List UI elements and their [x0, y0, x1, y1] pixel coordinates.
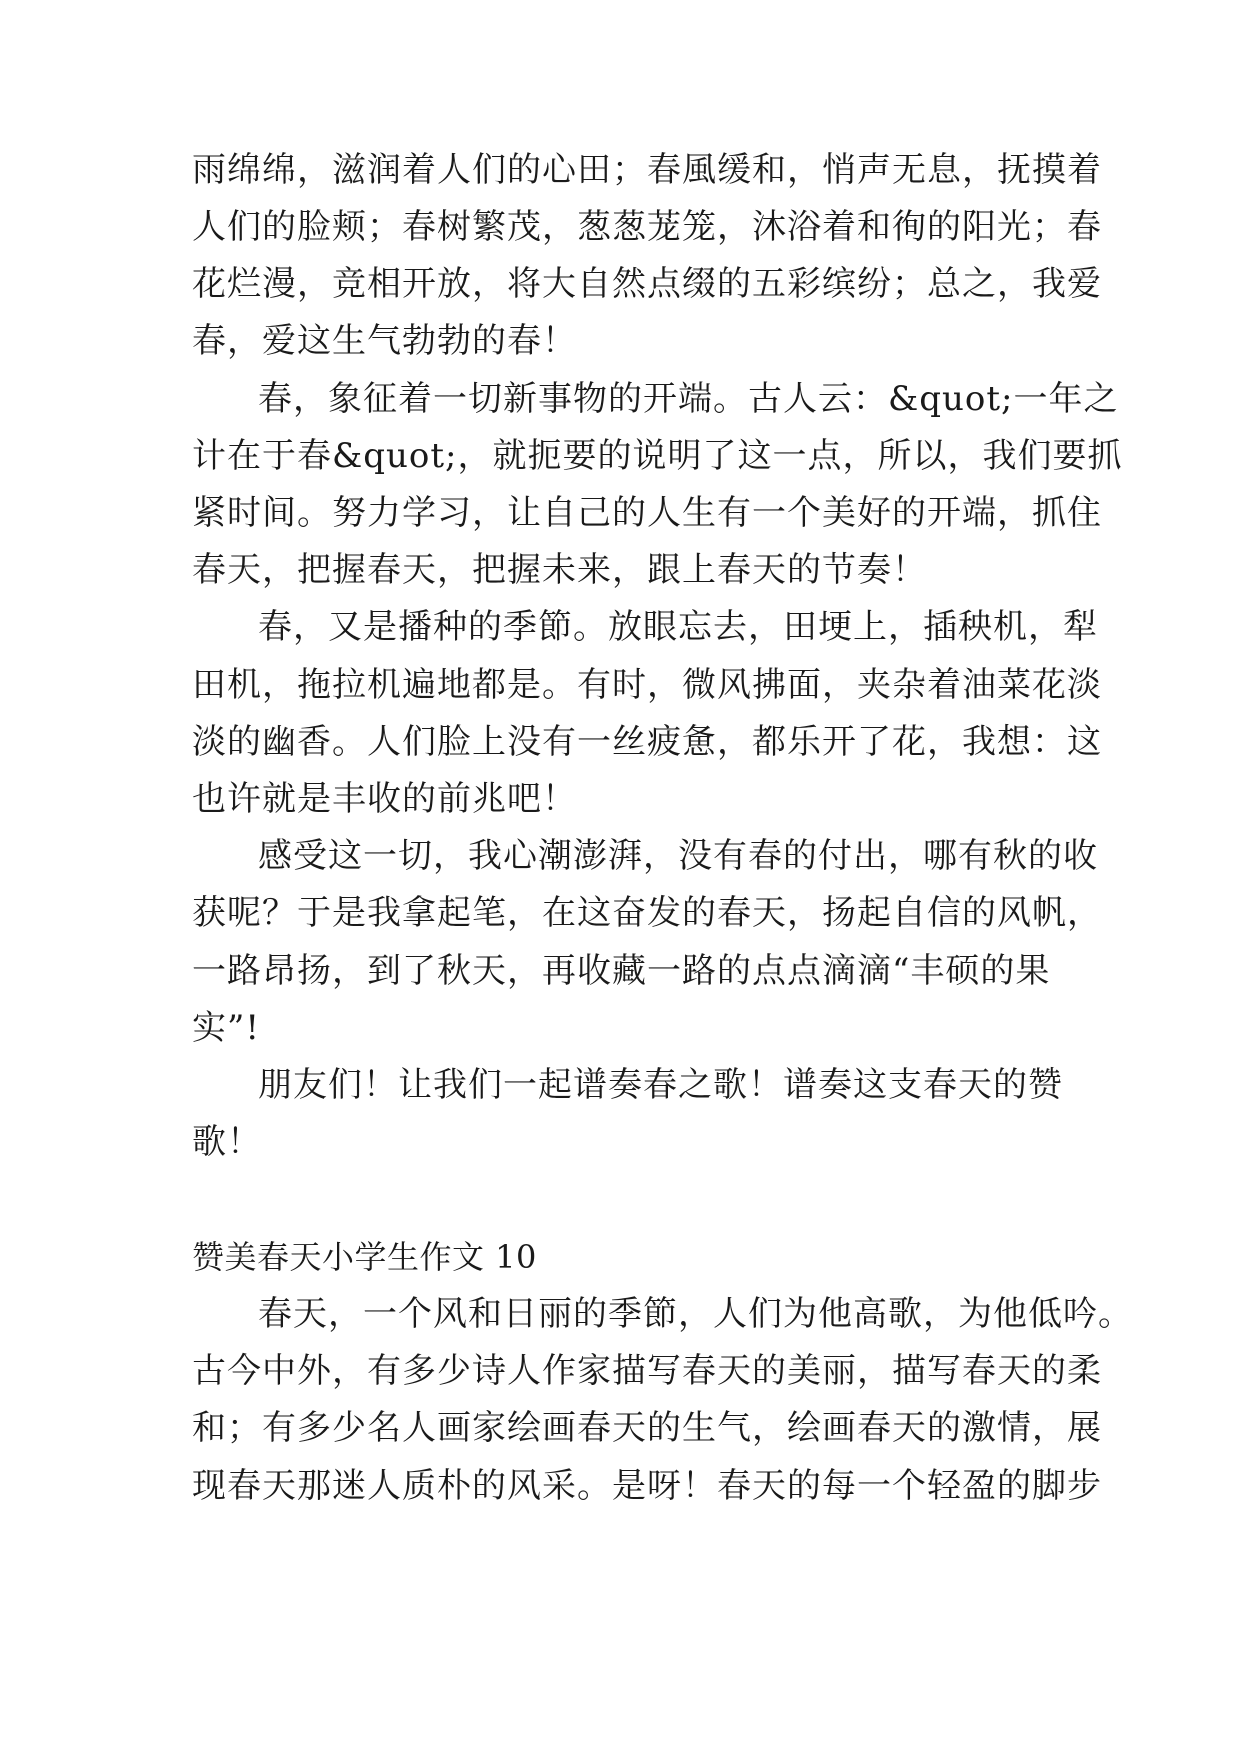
paragraph-line: 也许就是丰收的前兆吧！ — [192, 779, 577, 819]
paragraph-line: 获呢？于是我拿起笔，在这奋发的春天，扬起自信的风帆， — [192, 893, 1102, 933]
paragraph-line: 歌！ — [192, 1122, 262, 1162]
paragraph-line: 雨绵绵，滋润着人们的心田；春風缓和，悄声无息，抚摸着 — [192, 150, 1102, 190]
paragraph-line: 计在于春&quot;，就扼要的说明了这一点，所以，我们要抓 — [192, 436, 1123, 476]
paragraph-line: 实”! — [192, 1008, 261, 1048]
paragraph-line: 淡的幽香。人们脸上没有一丝疲惫，都乐开了花，我想：这 — [192, 722, 1102, 762]
paragraph-line: 春，象征着一切新事物的开端。古人云：&quot;一年之 — [258, 379, 1119, 419]
paragraph-line: 现春天那迷人质朴的风采。是呀！春天的每一个轻盈的脚步 — [192, 1466, 1102, 1506]
paragraph-line: 花烂漫，竞相开放，将大自然点缀的五彩缤纷；总之，我爱 — [192, 264, 1102, 304]
paragraph-line: 朋友们！让我们一起谱奏春之歌！谱奏这支春天的赞 — [258, 1065, 1063, 1105]
paragraph-line: 春天，一个风和日丽的季節，人们为他高歌，为他低吟。 — [258, 1294, 1133, 1334]
paragraph-line: 古今中外，有多少诗人作家描写春天的美丽，描写春天的柔 — [192, 1351, 1102, 1391]
paragraph-line: 春，爱这生气勃勃的春！ — [192, 321, 577, 361]
paragraph-line: 紧时间。努力学习，让自己的人生有一个美好的开端，抓住 — [192, 493, 1102, 533]
paragraph-line: 感受这一切，我心潮澎湃，没有春的付出，哪有秋的收 — [258, 836, 1098, 876]
section-title: 赞美春天小学生作文 10 — [192, 1238, 537, 1276]
paragraph-line: 春天，把握春天，把握未来，跟上春天的节奏！ — [192, 550, 927, 590]
paragraph-line: 人们的脸颊；春树繁茂，葱葱茏笼，沐浴着和徇的阳光；春 — [192, 207, 1102, 247]
paragraph-line: 春，又是播种的季節。放眼忘去，田埂上，插秧机，犁 — [258, 607, 1098, 647]
paragraph-line: 和；有多少名人画家绘画春天的生气，绘画春天的激情，展 — [192, 1408, 1102, 1448]
paragraph-line: 田机，拖拉机遍地都是。有时，微风拂面，夹杂着油菜花淡 — [192, 665, 1102, 705]
paragraph-line: 一路昂扬，到了秋天，再收藏一路的点点滴滴“丰硕的果 — [192, 951, 1051, 991]
